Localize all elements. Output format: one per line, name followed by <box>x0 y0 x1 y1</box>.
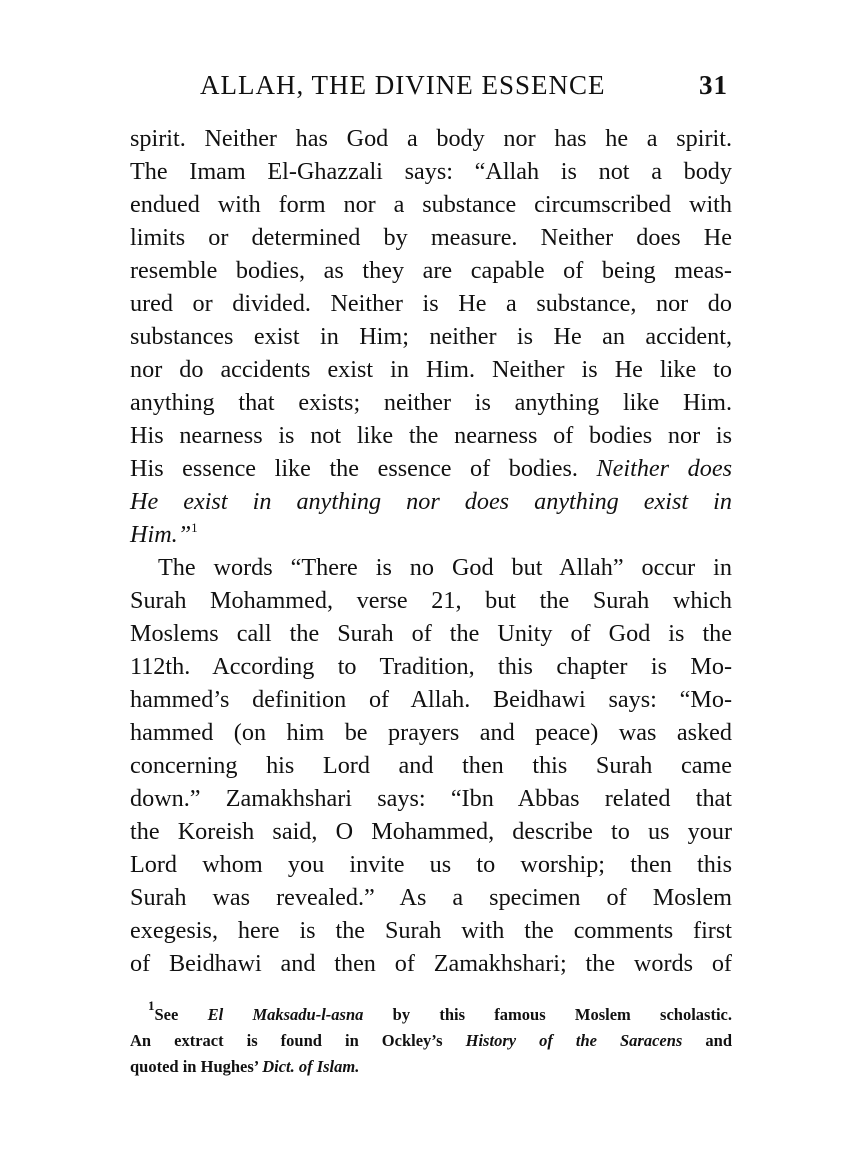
footnote-line <box>130 998 733 1028</box>
text-segment: and <box>705 1031 733 1050</box>
italic-text: Dict. of Islam. <box>262 1057 360 1076</box>
text-segment: by this famous Moslem scholastic. <box>392 1005 733 1024</box>
paragraph-1 <box>130 122 732 551</box>
running-header <box>200 70 740 106</box>
text-line: The Imam El-Ghazzali says: “Allah is not a body <box>130 158 732 185</box>
footnote-marker: 1 <box>148 998 155 1013</box>
footnote <box>130 998 733 1080</box>
paragraph-2 <box>130 551 732 980</box>
text-segment: An extract is found in Ockley’s <box>130 1031 443 1050</box>
text-line <box>130 452 732 485</box>
text-segment: quoted in Hughes’ <box>130 1057 259 1076</box>
text-line: His nearness is not like the nearness of bodies nor is <box>130 422 732 449</box>
text-line: 112th. According to Tradition, this chapter is Mo- <box>130 653 732 680</box>
text-line: ured or divided. Neither is He a substance, nor do <box>130 290 732 317</box>
text-line: He exist in anything nor does anything exist in <box>130 488 732 515</box>
text-line: limits or determined by measure. Neither does He <box>130 224 732 251</box>
text-line: Lord whom you invite us to worship; then this <box>130 851 732 878</box>
text-segment: His essence like the essence of bodies. <box>130 455 578 482</box>
text-line: hammed (on him be prayers and peace) was asked <box>130 719 732 746</box>
text-line <box>130 518 732 551</box>
text-line: nor do accidents exist in Him. Neither is He like to <box>130 356 732 383</box>
text-line: exegesis, here is the Surah with the comments first <box>130 917 732 944</box>
footnote-line <box>130 1028 732 1054</box>
text-line: Moslems call the Surah of the Unity of God is the <box>130 620 732 647</box>
text-line: Surah was revealed.” As a specimen of Moslem <box>130 884 732 911</box>
text-line: endued with form nor a substance circumscribed with <box>130 191 732 218</box>
text-line: down.” Zamakhshari says: “Ibn Abbas related that <box>130 785 732 812</box>
text-line: of Beidhawi and then of Zamakhshari; the words of <box>130 950 732 977</box>
text-line: the Koreish said, O Mohammed, describe to us your <box>130 818 732 845</box>
text-line: The words “There is no God but Allah” occur in <box>158 554 732 581</box>
text-line: hammed’s definition of Allah. Beidhawi says: “Mo- <box>130 686 732 713</box>
italic-text: History of the Saracens <box>465 1031 683 1050</box>
footnote-line <box>130 1054 732 1080</box>
page-title: ALLAH, THE DIVINE ESSENCE <box>200 70 606 100</box>
text-line: anything that exists; neither is anything like Him. <box>130 389 732 416</box>
text-line: spirit. Neither has God a body nor has he a spirit. <box>130 125 732 152</box>
text-line: resemble bodies, as they are capable of being meas- <box>130 257 732 284</box>
page-number: 31 <box>699 70 728 100</box>
text-line: Surah Mohammed, verse 21, but the Surah which <box>130 587 732 614</box>
text-line: substances exist in Him; neither is He an accident, <box>130 323 732 350</box>
italic-text: El Maksadu-l-asna <box>207 1005 364 1024</box>
italic-text: Him.” <box>130 521 192 548</box>
text-line: concerning his Lord and then this Surah came <box>130 752 732 779</box>
italic-text: Neither does <box>596 455 732 482</box>
body-text <box>130 122 732 980</box>
text-segment: See <box>154 1005 179 1024</box>
footnote-reference: 1 <box>191 520 198 535</box>
